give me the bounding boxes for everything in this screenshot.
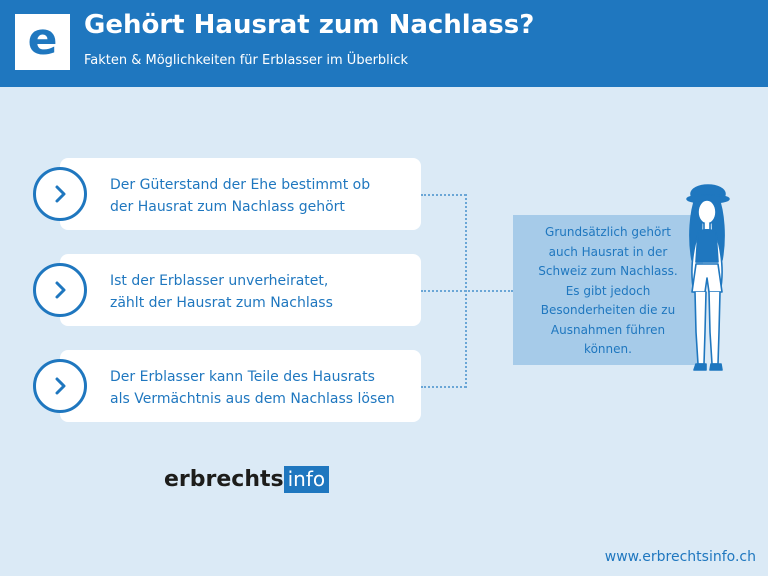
info-text (513, 223, 703, 360)
fact-text-1 (110, 174, 370, 218)
fact-text-3-line2: als Vermächtnis aus dem Nachlass lösen (110, 391, 395, 407)
info-line: Besonderheiten die zu (540, 303, 676, 317)
fact-text-2-line2: zählt der Hausrat zum Nachlass (110, 295, 333, 311)
header-banner (0, 0, 768, 87)
chevron-right-icon (33, 359, 87, 413)
fact-text-3-line1: Der Erblasser kann Teile des Hausrats (110, 369, 375, 385)
brand-text-highlight: info (284, 466, 330, 493)
fact-text-2 (110, 270, 333, 314)
logo (15, 14, 70, 70)
fact-text-2-line1: Ist der Erblasser unverheiratet, (110, 273, 329, 289)
info-line: Schweiz zum Nachlass. (538, 264, 678, 278)
fact-card-3 (60, 350, 421, 422)
fact-card-2 (60, 254, 421, 326)
info-line: Ausnahmen führen (550, 322, 666, 337)
brand-logo (164, 466, 329, 493)
connector-line-1 (421, 194, 466, 196)
connector-vertical (465, 194, 467, 388)
chevron-right-icon (33, 167, 87, 221)
info-box (513, 215, 703, 365)
info-line: Es gibt jedoch (565, 283, 651, 298)
page-title: Gehört Hausrat zum Nachlass? (84, 10, 535, 40)
brand-text: erbrechts (164, 467, 284, 492)
info-line: auch Hausrat in der (548, 244, 668, 259)
woman-illustration (676, 182, 738, 377)
page-subtitle: Fakten & Möglichkeiten für Erblasser im Überblick (84, 53, 409, 68)
website-url: www.erbrechtsinfo.ch (604, 549, 756, 565)
logo-letter: e (27, 14, 58, 65)
fact-text-1-line2: der Hausrat zum Nachlass gehört (110, 199, 345, 215)
connector-line-3 (421, 386, 466, 388)
chevron-right-icon (33, 263, 87, 317)
fact-text-1-line1: Der Güterstand der Ehe bestimmt ob (110, 177, 371, 193)
connector-line-2 (421, 290, 513, 292)
fact-text-3 (110, 366, 395, 410)
fact-card-1 (60, 158, 421, 230)
info-line: Grundsätzlich gehört (545, 225, 671, 239)
info-line: können. (584, 342, 632, 356)
